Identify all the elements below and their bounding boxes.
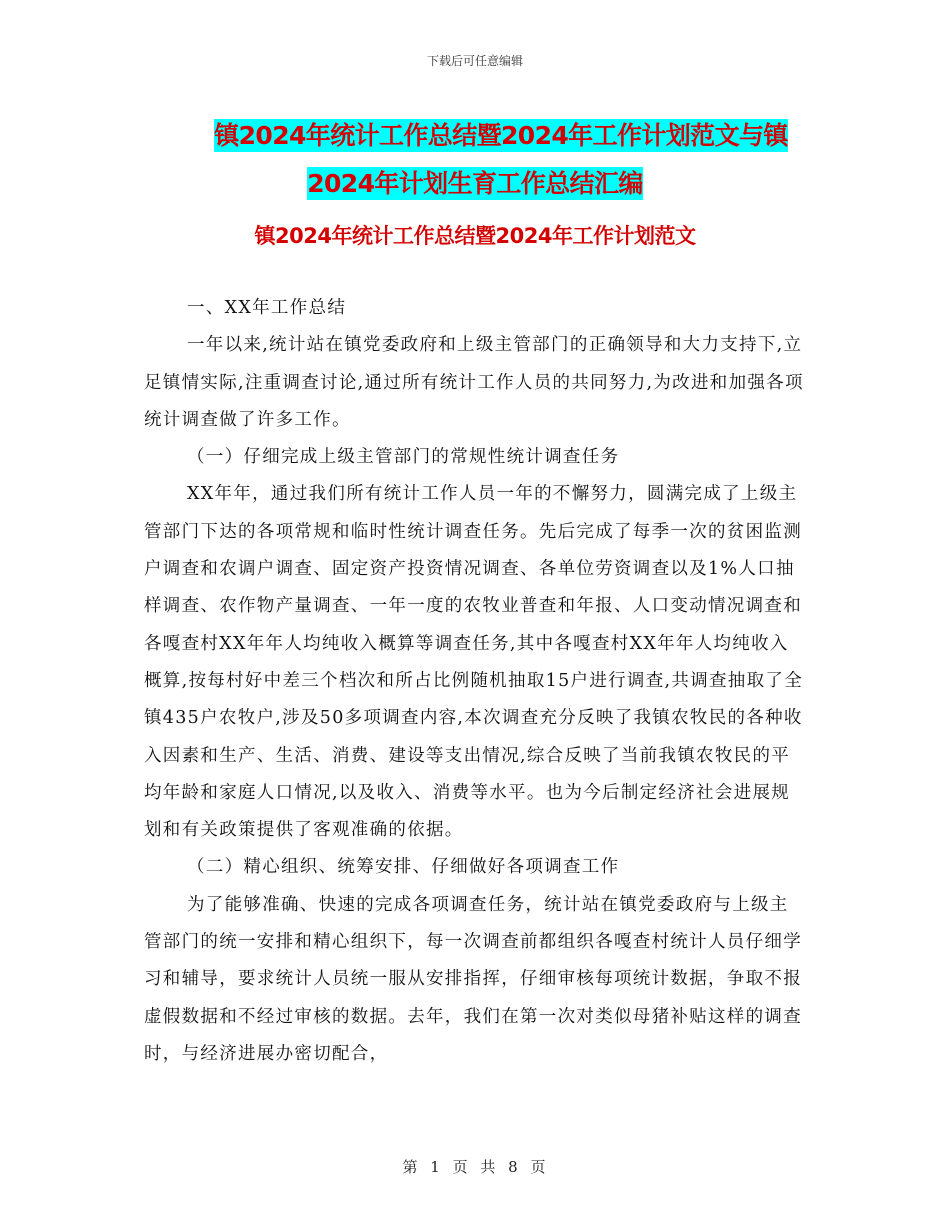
paragraph-3: 为了能够准确、快速的完成各项调查任务，统计站在镇党委政府与上级主管部门的统一安排和精心组织下，每一次调查前都组织各嘎查村统计人员仔细学习和辅导，要求统计人员统一服从安排指挥，仔细审核每项统计数据，争取不报虚假数据和不经过审核的数据。去年，我们在第一次对类似母猪补贴这样的调查时，与经济进展办密切配合， bbox=[144, 894, 802, 1064]
subheading-2: （二）精心组织、统筹安排、仔细做好各项调查工作 bbox=[187, 857, 620, 878]
paragraph-2: XX年年，通过我们所有统计工作人员一年的不懈努力，圆满完成了上级主管部门下达的各项常规和临时性统计调查任务。先后完成了每季一次的贫困监测户调查和农调户调查、固定资产投资情况调查、各单位劳资调查以及1%人口抽样调查、农作物产量调查、一年一度的农牧业普查和年报、人口变动情况调查和各嘎查村XX年年人均纯收入概算等调查任务,其中各嘎查村XX年年人均纯收入概算,按每村好中差三个档次和所占比例随机抽取15户进行调查,共调查抽取了全镇435户农牧户,涉及50多项调查内容,本次调查充分反映了我镇农牧民的各种收入因素和生产、生活、消费、建设等支出情况,综合反映了当前我镇农牧民的平均年龄和家庭人口情况,以及收入、消费等水平。也为今后制定经济社会进展规划和有关政策提供了客观准确的依据。 bbox=[144, 484, 803, 841]
title-line-1: 镇2024年统计工作总结暨2024年工作计划范文与镇 bbox=[214, 121, 788, 150]
document-body bbox=[144, 290, 806, 1073]
section-title: 镇2024年统计工作总结暨2024年工作计划范文 bbox=[254, 224, 696, 248]
subheading-1: （一）仔细完成上级主管部门的常规性统计调查任务 bbox=[187, 447, 620, 468]
header-note: 下载后可任意编辑 bbox=[426, 54, 523, 68]
page-number: 第 1 页 共 8 页 bbox=[402, 1158, 548, 1176]
document-title bbox=[0, 112, 950, 208]
heading-1: 一、XX年工作总结 bbox=[187, 298, 347, 318]
title-line-2: 2024年计划生育工作总结汇编 bbox=[307, 169, 643, 198]
paragraph-1: 一年以来,统计站在镇党委政府和上级主管部门的正确领导和大力支持下,立足镇情实际,注重调查讨论,通过所有统计工作人员的共同努力,为改进和加强各项统计调查做了许多工作。 bbox=[144, 335, 804, 430]
